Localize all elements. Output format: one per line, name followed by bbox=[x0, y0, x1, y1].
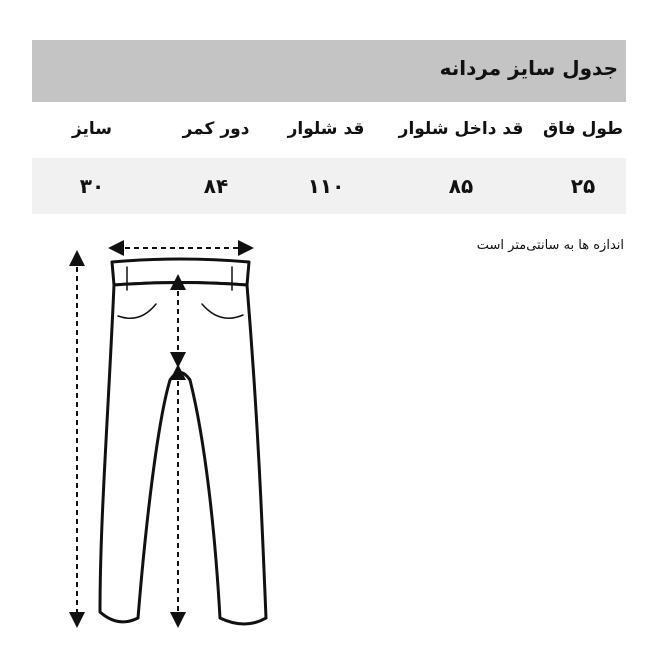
value-inseam: ۸۵ bbox=[448, 174, 474, 198]
value-pants-length: ۱۱۰ bbox=[307, 174, 345, 198]
header-inseam: قد داخل شلوار bbox=[398, 119, 524, 139]
header-waist: دور کمر bbox=[182, 119, 250, 139]
header-crotch-length: طول فاق bbox=[542, 119, 624, 139]
value-size: ۳۰ bbox=[79, 174, 105, 198]
units-note: اندازه ها به سانتی‌متر است bbox=[476, 238, 624, 253]
header-size: سایز bbox=[71, 119, 113, 139]
table-title: جدول سایز مردانه bbox=[439, 56, 618, 80]
value-waist: ۸۴ bbox=[203, 174, 229, 198]
header-pants-length: قد شلوار bbox=[287, 119, 365, 139]
value-crotch-length: ۲۵ bbox=[570, 174, 596, 198]
